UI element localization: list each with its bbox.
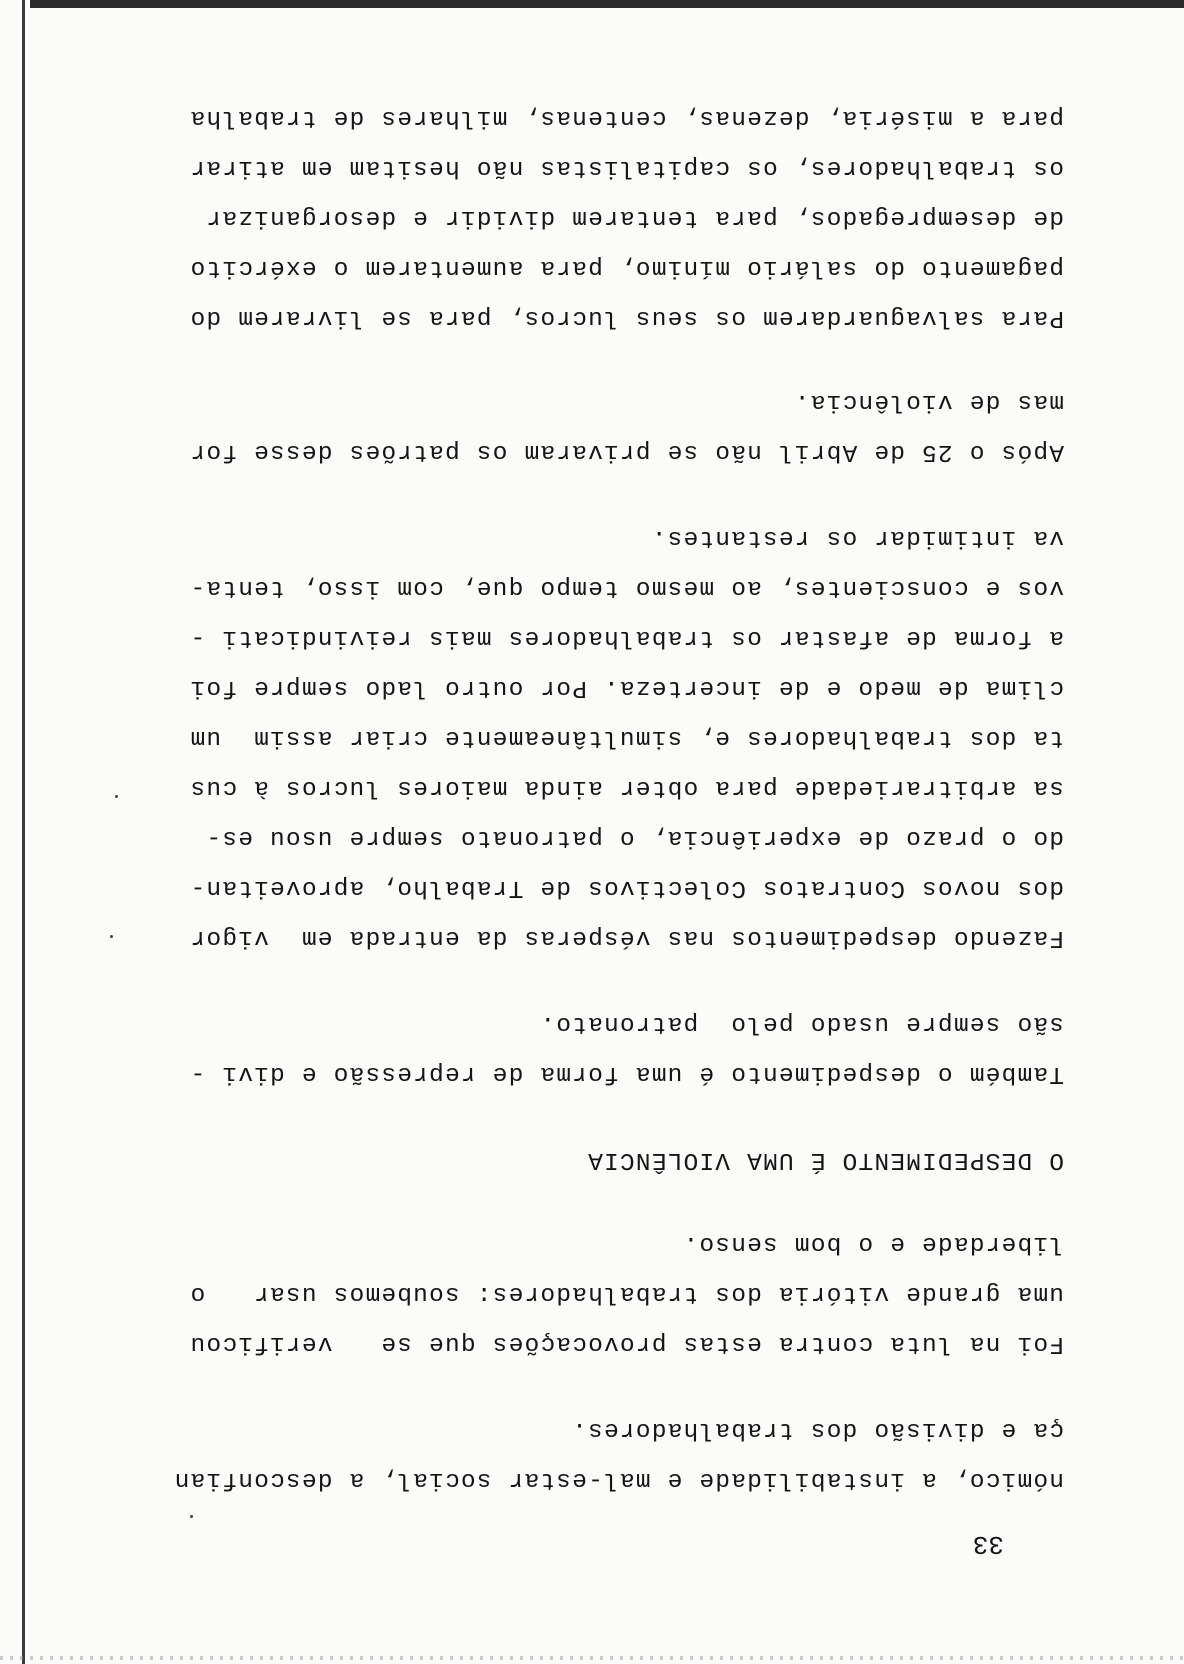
text-line: Para salvaguardarem os seus lucros, para se livrarem do <box>189 304 1064 331</box>
text-line: dos novos Contratos Colectivos de Trabalho, aproveitan- <box>189 874 1064 901</box>
text-line: Após o 25 de Abril não se privaram os patrões desse for <box>189 438 1064 465</box>
text-line: sa arbitrariedade para obter ainda maiores lucros à cus <box>189 774 1064 801</box>
text-line: a forma de afastar os trabalhadores mais reivindicati - <box>189 624 1064 651</box>
text-line: pagamento do salário mínimo, para aumentarem o exército <box>189 254 1064 281</box>
scan-speck <box>115 795 118 798</box>
text-line: de desempregados, para tentarem dividir e desorganizar <box>205 204 1064 231</box>
text-line: liberdade e o bom senso. <box>682 1230 1064 1257</box>
text-line: do o prazo de experiência, o patronato sempre usou es- <box>205 824 1064 851</box>
section-heading: O DESPEDIMENTO É UMA VIOLÊNCIA <box>586 1146 1064 1173</box>
text-line: clima de medo e de incerteza. Por outro lado sempre foi <box>189 674 1064 701</box>
text-line: ça e divisão dos trabalhadores. <box>571 1416 1064 1443</box>
text-line: mas de violência. <box>793 388 1064 415</box>
text-line: Também o despedimento é uma forma de repressão e divi - <box>189 1060 1064 1087</box>
text-line: os trabalhadores, os capitalistas não hesitam em atirar <box>189 154 1064 181</box>
text-line: para a miséria, dezenas, centenas, milhares de trabalha <box>189 104 1064 131</box>
text-line: nómico, a instabilidade e mal-estar social, a desconfian <box>173 1466 1064 1493</box>
scan-speck <box>110 935 113 938</box>
text-line: são sempre usado pelo patronato. <box>539 1010 1064 1037</box>
text-line: vos e conscientes, ao mesmo tempo que, com isso, tenta- <box>189 574 1064 601</box>
text-line: Fazendo despedimentos nas vésperas da entrada em vigor <box>189 924 1064 951</box>
text-line: Foi na luta contra estas provocações que se verificou <box>189 1330 1064 1357</box>
page-number: 33 <box>972 1529 1004 1559</box>
text-line: ta dos trabalhadores e, simultâneamente criar assim um <box>189 724 1064 751</box>
text-line: uma grande vitória dos trabalhadores: soubemos usar o <box>189 1280 1064 1307</box>
text-line: va intimidar os restantes. <box>650 524 1064 551</box>
scan-speck <box>190 1515 193 1518</box>
